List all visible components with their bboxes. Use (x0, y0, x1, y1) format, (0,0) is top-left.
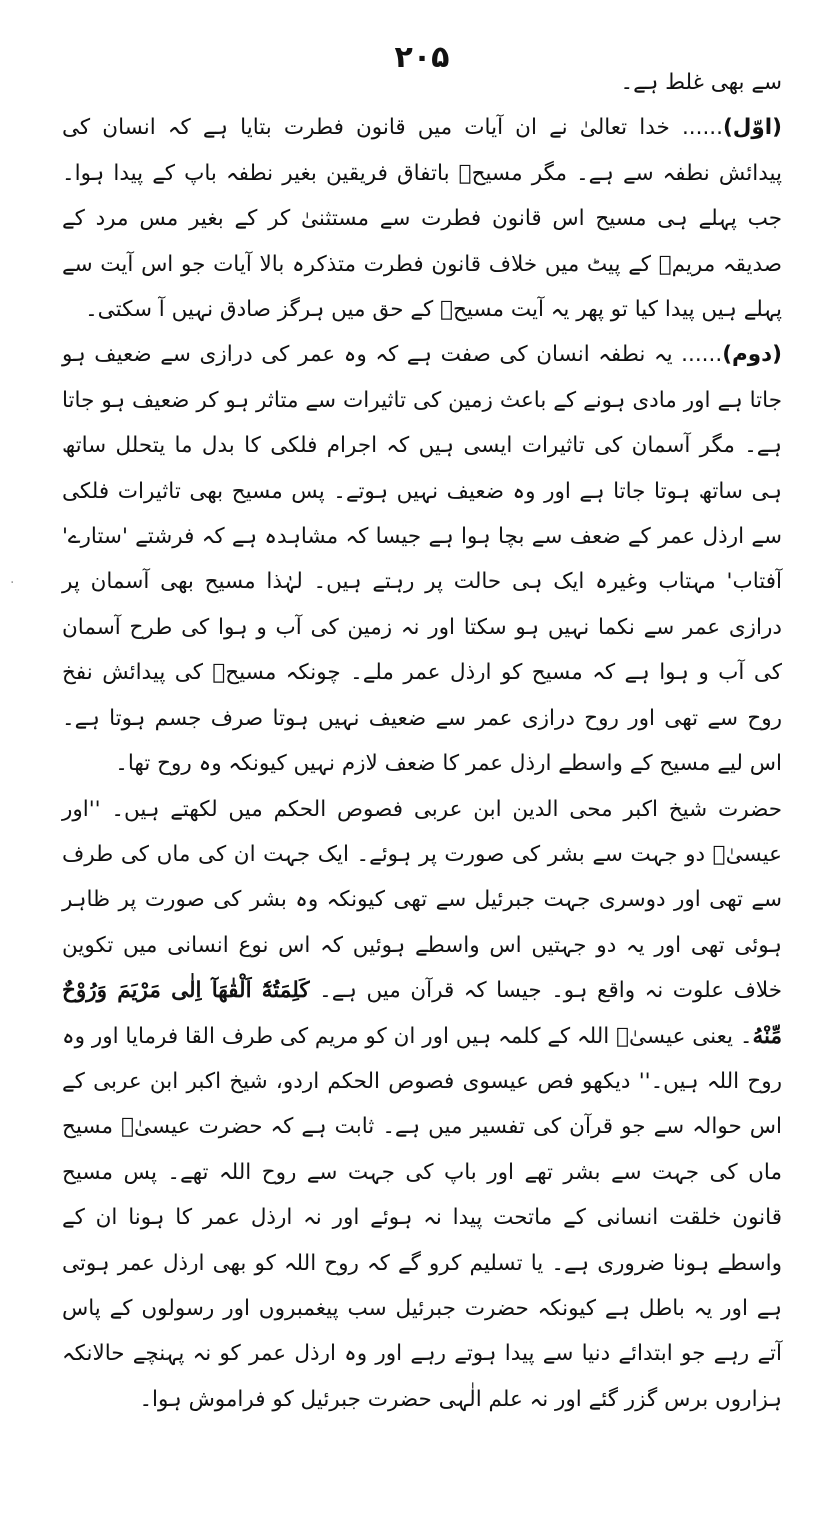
paragraph-opening: سے بھی غلط ہے۔ (620, 70, 782, 95)
quranic-verse: كَلِمَتُهٗٓ اَلْقٰهَآ اِلٰى مَرْيَمَ وَرُوْحٌ مِّنْهُ (62, 978, 782, 1049)
quote-text-start: حضرت شیخ اکبر محی الدین ابن عربی فصوص الحکم میں لکھتے ہیں۔ ''اور عیسیٰؑ دو جہت سے بشر کی صورت پر ہوئے۔ ایک جہت ان کی ماں کی طرف سے تھی اور دوسری جہت جبرئیل سے تھی کیونکہ وہ بشر کی صورت پر ظاہر ہوئی تھی اور یہ دو جہتیں اس واسطے ہوئیں کہ اس نوع انسانی میں تکوین خلاف علوت نہ واقع ہو۔ جیسا کہ قرآن میں ہے۔ (62, 796, 783, 1004)
quote-text-end: ۔ یعنی عیسیٰؑ اللہ کے کلمہ ہیں اور ان کو مریم کی طرف القا فرمایا اور وہ روح اللہ ہیں۔'' دیکھو فص عیسوی فصوص الحکم اردو، شیخ اکبر ابن عربی کے اس حوالہ سے جو قرآن کی تفسیر میں ہے۔ ثابت ہے کہ حضرت عیسیٰؑ مسیح ماں کی جہت سے بشر تھے اور باپ کی جہت سے روح اللہ تھے۔ پس مسیح قانون خلقت انسانی کے ماتحت پیدا نہ ہوئے اور نہ ارذل عمر کا ہونا ان کے واسطے ہونا ضروری ہے۔ یا تسلیم کرو گے کہ روح اللہ کو بھی ارذل عمر ہوتی ہے اور یہ باطل ہے کیونکہ حضرت جبرئیل سب پیغمبروں اور رسولوں کے پاس آتے رہے جو ابتدائے دنیا سے پیدا ہوتے رہے اور وہ ارذل عمر کو نہ پہنچے حالانکہ ہزاروں برس گزر گئے اور نہ علم الٰہی حضرت جبرئیل کو فراموش ہوا۔ (62, 1023, 782, 1412)
paragraph-first-argument (62, 105, 782, 332)
first-argument-label: (اوّل) (722, 115, 782, 141)
page-number: ۲۰۵ (394, 40, 450, 75)
second-argument-text: ...... یہ نطفہ انسان کی صفت ہے کہ وہ عمر کی درازی سے ضعیف ہو جاتا ہے اور مادی ہونے کے باعث زمین کی تاثیرات سے متاثر ہو کر ضعیف ہو جاتا ہے۔ مگر آسمان کی تاثیرات ایسی ہیں کہ اجرام فلکی کا بدل ما یتحلل ساتھ ہی ساتھ ہوتا جاتا ہے اور وہ ضعیف نہیں ہوتے۔ پس مسیح بھی تاثیرات فلکی سے ارذل عمر کے ضعف سے بچا ہوا ہے جیسا کہ مشاہدہ ہے کہ فرشتے 'ستارے' آفتاب' مہتاب وغیرہ ایک ہی حالت پر رہتے ہیں۔ لہٰذا مسیح بھی آسمان پر درازی عمر سے نکما نہیں ہو سکتا اور نہ زمین کی آب و ہوا کی طرح آسمان کی آب و ہوا ہے کہ مسیح کو ارذل عمر ملے۔ چونکہ مسیحؑ کی پیدائش نفخ روح سے تھی اور روح درازی عمر سے ضعیف نہیں ہوتا صرف جسم ہوتا ہے۔ اس لیے مسیح کے واسطے ارذل عمر کا ضعف لازم نہیں کیونکہ وہ روح تھا۔ (62, 342, 782, 777)
second-argument-label: (دوم) (722, 342, 782, 368)
margin-mark: · (10, 575, 15, 591)
page-body (62, 60, 782, 1422)
paragraph-second-argument (62, 332, 782, 786)
first-argument-text: ...... خدا تعالیٰ نے ان آیات میں قانون فطرت بتایا ہے کہ انسان کی پیدائش نطفہ سے ہے۔ مگر مسیحؑ باتفاق فریقین بغیر نطفہ باپ کے پیدا ہوا۔ جب پہلے ہی مسیح اس قانون فطرت سے مستثنیٰ کر کے بغیر مس مرد کے صدیقہ مریمؑ کے پیٹ میں خلاف قانون فطرت متذکرہ بالا آیات جو اس آیت سے پہلے ہیں پیدا کیا تو پھر یہ آیت مسیحؑ کے حق میں ہرگز صادق نہیں آ سکتی۔ (62, 115, 782, 323)
paragraph-ibn-arabi-quote (62, 787, 782, 1423)
